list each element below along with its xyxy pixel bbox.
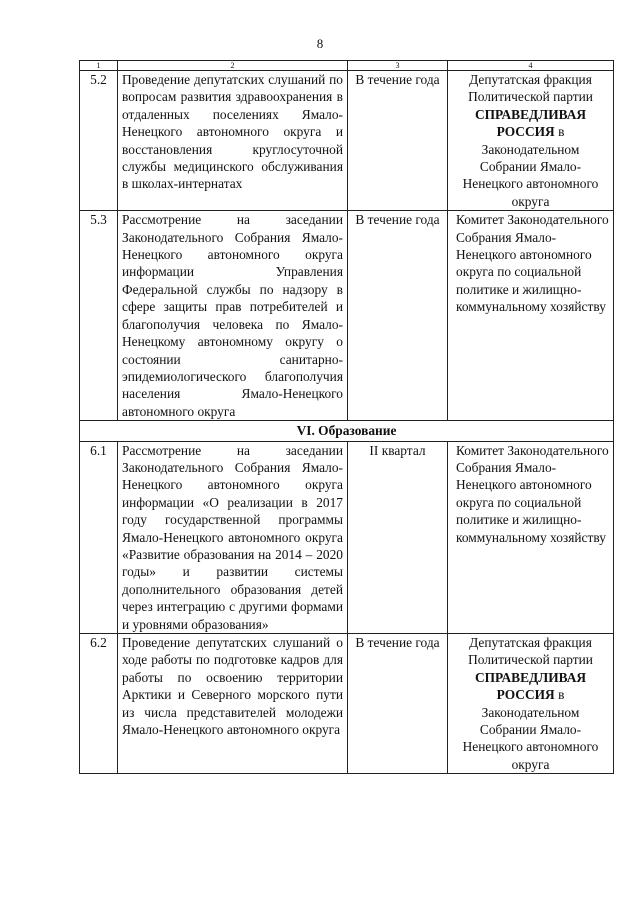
responsible-party <box>448 71 614 211</box>
responsible-party: Комитет Законодательного Собрания Ямало-Ненецкого автономного округа по социальной политике и жилищно-коммунальному хозяйству <box>448 211 614 421</box>
column-index: 4 <box>448 61 614 71</box>
column-index: 3 <box>348 61 448 71</box>
event-description: Рассмотрение на заседании Законодательного Собрания Ямало-Ненецкого автономного округа информации «О реализации в 2017 году государственной программы Ямало-Ненецкого автономного округа «Развитие образования на 2014 – 2020 годы» и развитии системы дополнительного образования детей через интеграцию с другими формами и уровнями образования» <box>118 441 348 633</box>
party-name: СПРАВЕДЛИВАЯ РОССИЯ <box>474 669 587 703</box>
row-number: 6.2 <box>80 634 118 774</box>
event-period: II квартал <box>348 441 448 633</box>
responsible-line: Депутатская фракция Политической партии <box>468 72 593 105</box>
column-index-row <box>80 61 614 71</box>
responsible-line: в Законодательном Собрании Ямало-Ненецкого автономного округа <box>462 687 599 772</box>
responsible-party: Комитет Законодательного Собрания Ямало-Ненецкого автономного округа по социальной политике и жилищно-коммунальному хозяйству <box>448 441 614 633</box>
party-name: СПРАВЕДЛИВАЯ РОССИЯ <box>474 106 587 140</box>
responsible-party <box>448 634 614 774</box>
row-number: 5.3 <box>80 211 118 421</box>
table-row <box>80 634 614 774</box>
page-number: 8 <box>316 36 324 51</box>
event-period: В течение года <box>348 71 448 211</box>
table-row <box>80 211 614 421</box>
table-row <box>80 441 614 633</box>
section-title: VI. Образование <box>80 421 614 441</box>
event-description: Проведение депутатских слушаний по вопросам развития здравоохранения в отдаленных поселениях Ямало-Ненецкого автономного округа и восстановления круглосуточной службы медицинского обслуживания в школах-интернатах <box>118 71 348 211</box>
row-number: 5.2 <box>80 71 118 211</box>
table-row <box>80 71 614 211</box>
column-index: 2 <box>118 61 348 71</box>
event-description: Проведение депутатских слушаний о ходе работы по подготовке кадров для работы по освоению территории Арктики и Северного морского пути из числа представителей молодежи Ямало-Ненецкого автономного округа <box>118 634 348 774</box>
event-period: В течение года <box>348 211 448 421</box>
event-description: Рассмотрение на заседании Законодательного Собрания Ямало-Ненецкого автономного округа информации Управления Федеральной службы по надзору в сфере защиты прав потребителей и благополучия человека по Ямало-Ненецкому автономному округу о состоянии санитарно-эпидемиологического благополучия населения Ямало-Ненецкого автономного округа <box>118 211 348 421</box>
row-number: 6.1 <box>80 441 118 633</box>
plan-table <box>79 60 614 774</box>
event-period: В течение года <box>348 634 448 774</box>
responsible-line: Депутатская фракция Политической партии <box>468 635 593 668</box>
section-header-row <box>80 421 614 441</box>
responsible-line: в Законодательном Собрании Ямало-Ненецкого автономного округа <box>462 124 599 209</box>
column-index: 1 <box>80 61 118 71</box>
